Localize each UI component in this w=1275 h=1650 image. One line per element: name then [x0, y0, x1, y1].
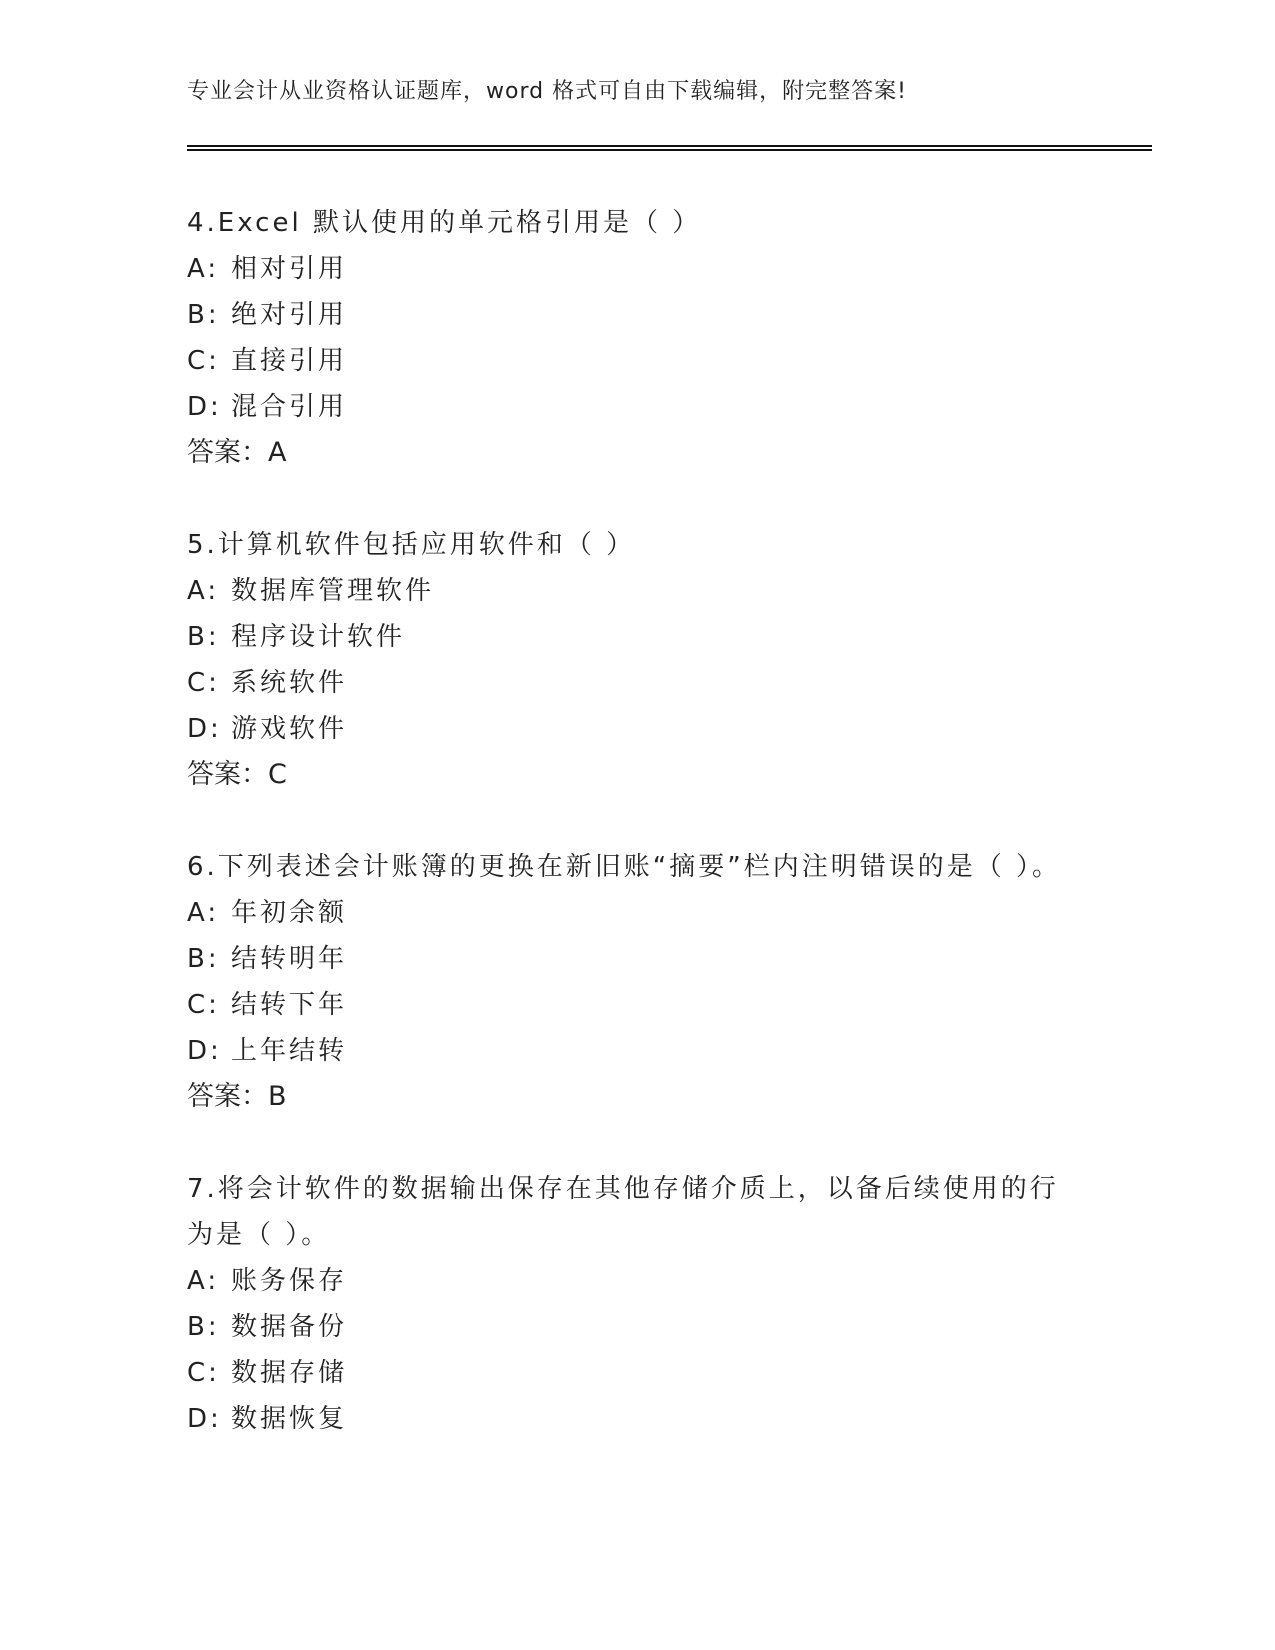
option-b [187, 936, 1067, 982]
option-text: 上年结转 [231, 1036, 348, 1066]
option-a [187, 246, 1067, 292]
option-letter: C: [187, 668, 220, 698]
option-letter: A: [187, 1266, 220, 1296]
answer-line: 答案：B [187, 1081, 287, 1112]
option-c [187, 1350, 1067, 1396]
option-a [187, 568, 1067, 614]
question-list [187, 200, 1067, 1488]
option-letter: D: [187, 714, 222, 744]
option-d [187, 1028, 1067, 1074]
question-4 [187, 200, 1067, 476]
option-text: 账务保存 [231, 1266, 348, 1296]
question-7 [187, 1166, 1067, 1442]
header-text: 专业会计从业资格认证题库，word 格式可自由下载编辑，附完整答案! [187, 79, 907, 104]
option-letter: B: [187, 944, 220, 974]
option-text: 游戏软件 [231, 714, 348, 744]
option-letter: A: [187, 254, 220, 284]
option-a [187, 1258, 1067, 1304]
option-c [187, 660, 1067, 706]
header-divider [187, 145, 1152, 151]
option-d [187, 1396, 1067, 1442]
option-text: 结转下年 [231, 990, 348, 1020]
option-letter: A: [187, 898, 220, 928]
option-letter: B: [187, 300, 220, 330]
option-letter: C: [187, 346, 220, 376]
question-stem: 5.计算机软件包括应用软件和（ ） [187, 530, 636, 560]
option-text: 相对引用 [231, 254, 348, 284]
option-c [187, 338, 1067, 384]
option-text: 数据库管理软件 [231, 576, 435, 606]
option-b [187, 614, 1067, 660]
option-text: 绝对引用 [231, 300, 348, 330]
option-a [187, 890, 1067, 936]
option-text: 程序设计软件 [231, 622, 406, 652]
option-letter: B: [187, 1312, 220, 1342]
question-stem: 7.将会计软件的数据输出保存在其他存储介质上，以备后续使用的行为是（ ）。 [187, 1174, 1059, 1250]
question-5 [187, 522, 1067, 798]
question-6 [187, 844, 1067, 1120]
option-letter: A: [187, 576, 220, 606]
option-d [187, 384, 1067, 430]
option-text: 数据恢复 [231, 1404, 348, 1434]
option-c [187, 982, 1067, 1028]
option-text: 系统软件 [231, 668, 348, 698]
question-stem: 6.下列表述会计账簿的更换在新旧账“摘要”栏内注明错误的是（ ）。 [187, 852, 1062, 882]
question-stem: 4.Excel 默认使用的单元格引用是（ ） [187, 208, 702, 238]
option-letter: D: [187, 1036, 222, 1066]
option-letter: B: [187, 622, 220, 652]
answer-line: 答案：C [187, 759, 287, 790]
option-text: 直接引用 [231, 346, 348, 376]
option-text: 数据存储 [231, 1358, 348, 1388]
option-letter: C: [187, 990, 220, 1020]
option-b [187, 292, 1067, 338]
option-text: 数据备份 [231, 1312, 348, 1342]
option-letter: C: [187, 1358, 220, 1388]
answer-line: 答案：A [187, 437, 287, 468]
option-d [187, 706, 1067, 752]
option-letter: D: [187, 1404, 222, 1434]
option-text: 结转明年 [231, 944, 348, 974]
option-letter: D: [187, 392, 222, 422]
option-text: 混合引用 [231, 392, 348, 422]
option-b [187, 1304, 1067, 1350]
option-text: 年初余额 [231, 898, 348, 928]
